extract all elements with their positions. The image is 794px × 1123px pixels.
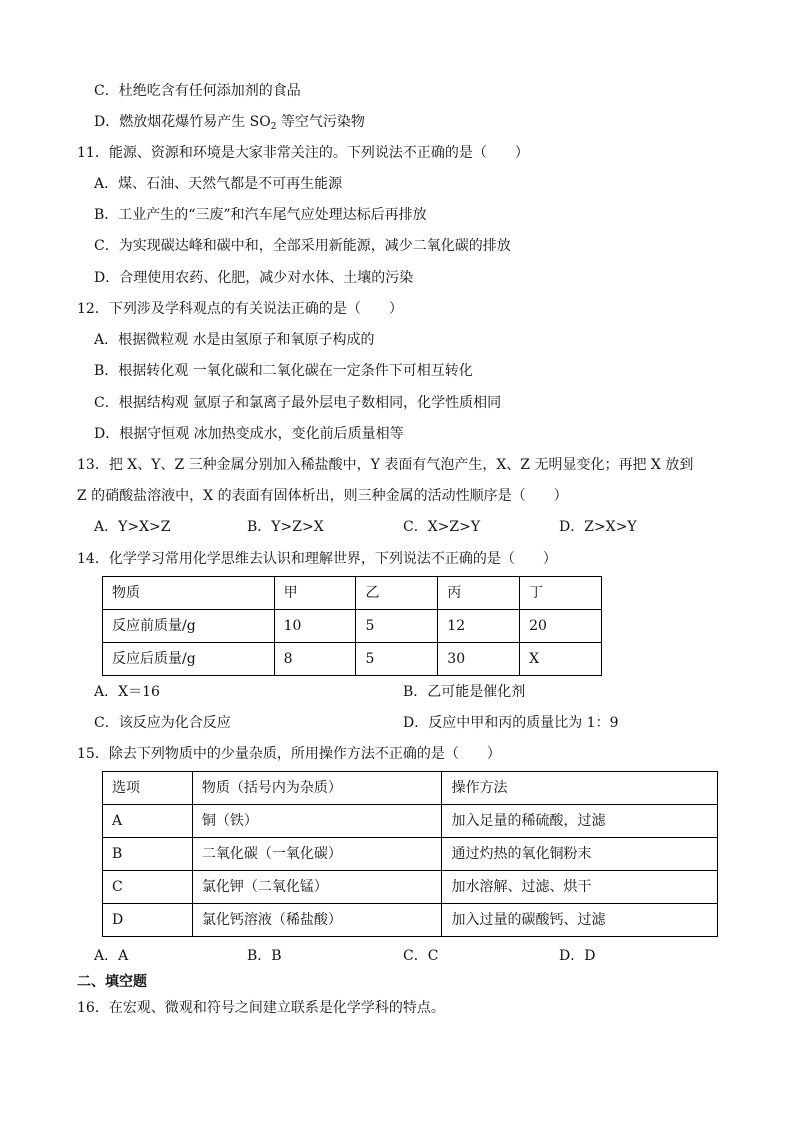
q15-table: [102, 771, 718, 937]
q10-option-d-subscript: 2: [270, 122, 277, 132]
table-row: [103, 772, 718, 805]
table-cell: 甲: [274, 577, 356, 610]
table-cell: 反应后质量/g: [103, 643, 275, 676]
q10-option-d-text: D．燃放烟花爆竹易产生 SO: [94, 114, 271, 130]
q10-option-c: C．杜绝吃含有任何添加剂的食品: [94, 83, 301, 99]
q12-option-a: A．根据微粒观 水是由氢原子和氧原子构成的: [94, 332, 375, 348]
q13-option-d: D．Z>X>Y: [559, 519, 637, 535]
table-cell: 加入足量的稀硫酸，过滤: [442, 805, 718, 838]
q12-stem: 12．下列涉及学科观点的有关说法正确的是（ ）: [77, 301, 403, 317]
q14-table: [102, 576, 602, 676]
q12-option-b: B．根据转化观 一氧化碳和二氧化碳在一定条件下可相互转化: [94, 363, 473, 379]
table-cell: 加入过量的碳酸钙、过滤: [442, 904, 718, 937]
table-cell: A: [103, 805, 193, 838]
table-cell: 8: [274, 643, 356, 676]
q12-option-c: C．根据结构观 氩原子和氯离子最外层电子数相同，化学性质相同: [94, 395, 502, 411]
q11-option-b: B．工业产生的“三废”和汽车尾气应处理达标后再排放: [94, 207, 427, 223]
table-cell: 物质: [103, 577, 275, 610]
q15-stem: 15．除去下列物质中的少量杂质，所用操作方法不正确的是（ ）: [77, 746, 501, 762]
table-cell: 反应前质量/g: [103, 610, 275, 643]
table-cell: 操作方法: [442, 772, 718, 805]
q11-stem: 11．能源、资源和环境是大家非常关注的。下列说法不正确的是（ ）: [77, 145, 529, 161]
table-cell: C: [103, 871, 193, 904]
table-row: [103, 838, 718, 871]
table-cell: D: [103, 904, 193, 937]
table-cell: 氯化钾（二氧化锰）: [192, 871, 442, 904]
q13-stem-line2: Z 的硝酸盐溶液中，X 的表面有固体析出，则三种金属的活动性顺序是（ ）: [77, 488, 568, 504]
table-cell: 12: [438, 610, 520, 643]
q11-option-c: C．为实现碳达峰和碳中和，全部采用新能源，减少二氧化碳的排放: [94, 238, 511, 254]
q15-option-b: B．B: [247, 948, 282, 964]
table-cell: 铜（铁）: [192, 805, 442, 838]
table-cell: 乙: [356, 577, 438, 610]
q13-option-a: A．Y>X>Z: [94, 519, 171, 535]
table-cell: 通过灼热的氧化铜粉末: [442, 838, 718, 871]
q14-option-d: D．反应中甲和丙的质量比为 1：9: [403, 715, 619, 731]
table-cell: 30: [438, 643, 520, 676]
table-row: [103, 805, 718, 838]
table-row: [103, 610, 602, 643]
table-cell: 氯化钙溶液（稀盐酸）: [192, 904, 442, 937]
q11-option-d: D．合理使用农药、化肥，减少对水体、土壤的污染: [94, 270, 414, 286]
table-cell: 20: [520, 610, 602, 643]
q13-stem-line1: 13．把 X、Y、Z 三种金属分别加入稀盐酸中，Y 表面有气泡产生，X、Z 无明显变化；再把 X 放到: [77, 457, 694, 473]
q14-option-b: B．乙可能是催化剂: [403, 684, 526, 700]
q12-option-d: D．根据守恒观 冰加热变成水，变化前后质量相等: [94, 426, 404, 442]
table-cell: B: [103, 838, 193, 871]
table-row: [103, 904, 718, 937]
section-heading: 二、填空题: [77, 974, 147, 990]
table-cell: 二氧化碳（一氧化碳）: [192, 838, 442, 871]
q13-option-b: B．Y>Z>X: [247, 519, 324, 535]
table-row: [103, 871, 718, 904]
q15-option-a: A．A: [94, 948, 129, 964]
q15-option-d: D．D: [559, 948, 596, 964]
q10-option-d: [94, 112, 365, 137]
table-cell: 丙: [438, 577, 520, 610]
q10-option-d-text-end: 等空气污染物: [276, 114, 365, 130]
table-cell: 物质（括号内为杂质）: [192, 772, 442, 805]
q14-option-a: A．X＝16: [94, 684, 160, 700]
q14-stem: 14．化学学习常用化学思维去认识和理解世界，下列说法不正确的是（ ）: [77, 551, 557, 567]
q11-option-a: A．煤、石油、天然气都是不可再生能源: [94, 176, 343, 192]
q14-option-c: C．该反应为化合反应: [94, 715, 231, 731]
table-row: [103, 643, 602, 676]
table-cell: 选项: [103, 772, 193, 805]
table-cell: 丁: [520, 577, 602, 610]
table-cell: 10: [274, 610, 356, 643]
table-row: [103, 577, 602, 610]
table-cell: 5: [356, 610, 438, 643]
table-cell: 5: [356, 643, 438, 676]
q13-option-c: C．X>Z>Y: [403, 519, 481, 535]
table-cell: 加水溶解、过滤、烘干: [442, 871, 718, 904]
table-cell: X: [520, 643, 602, 676]
q15-option-c: C．C: [403, 948, 439, 964]
q16-stem: 16．在宏观、微观和符号之间建立联系是化学学科的特点。: [77, 1000, 445, 1016]
